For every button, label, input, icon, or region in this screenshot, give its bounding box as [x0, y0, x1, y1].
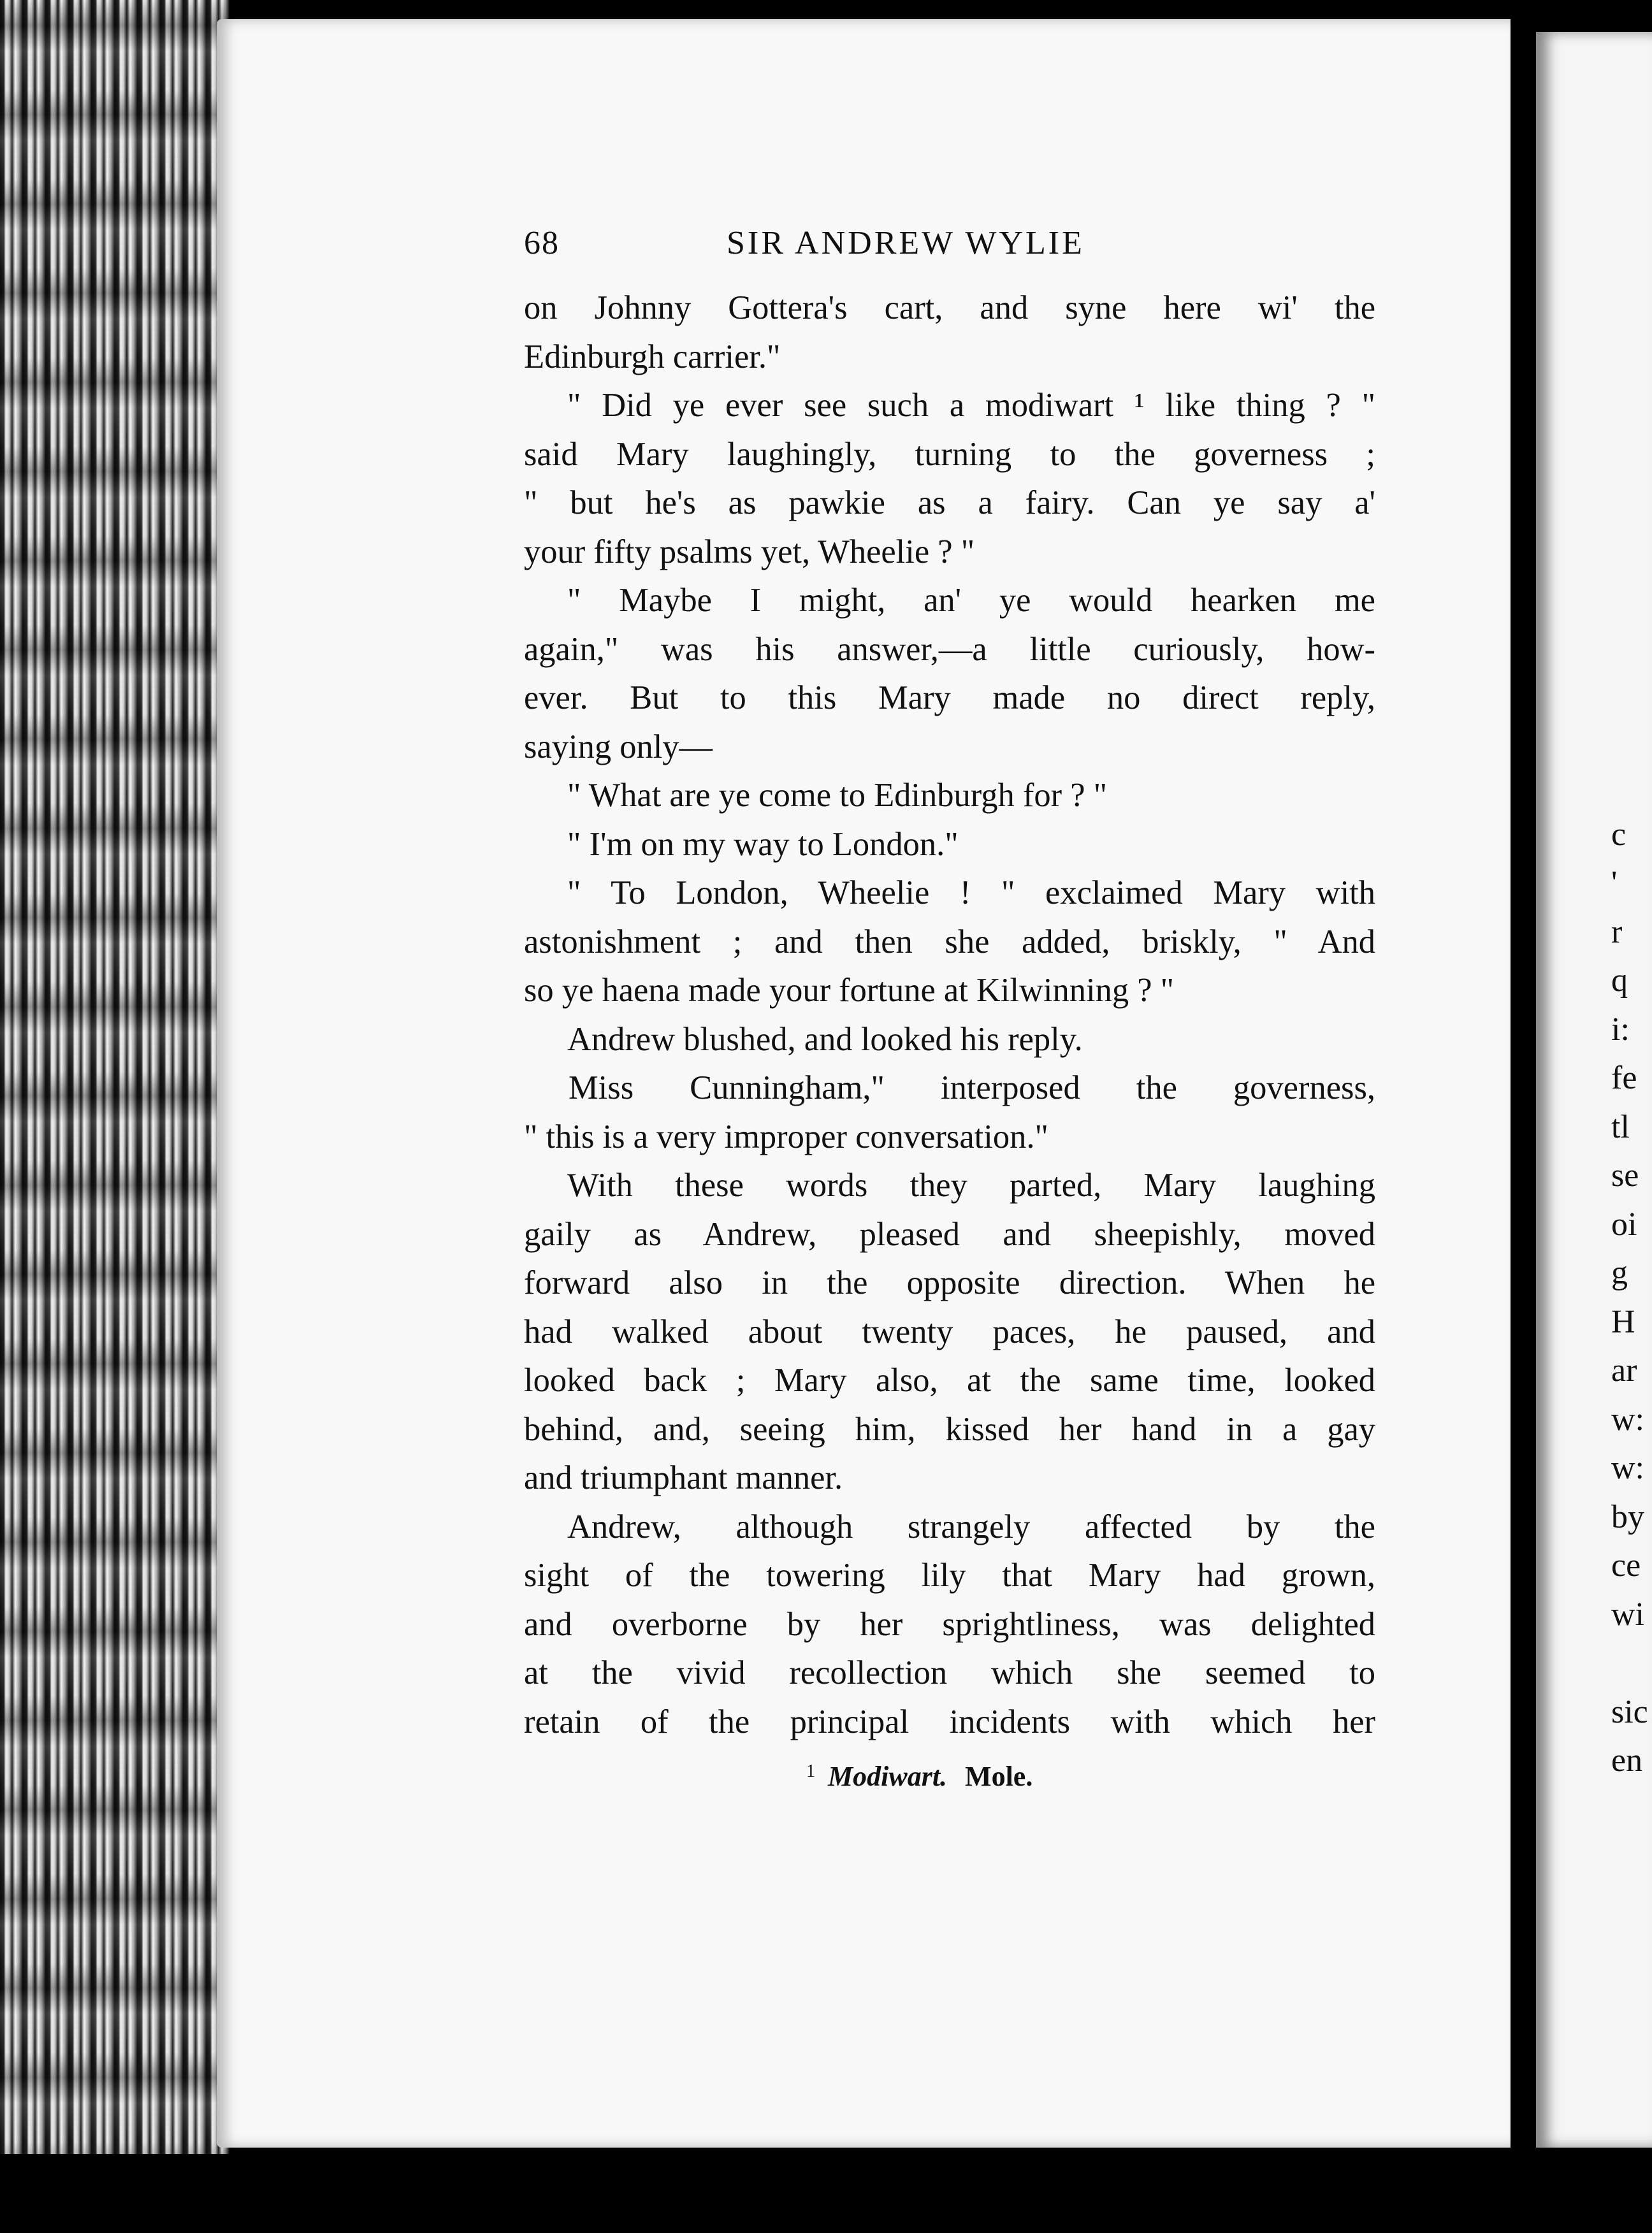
text-line: " but he's as pawkie as a fairy. Can ye say a' [524, 484, 1375, 521]
text-line: saying only— [524, 728, 713, 765]
facing-fragment: wi [1611, 1596, 1644, 1633]
footnote [806, 1760, 1252, 1793]
text-line: again," was his answer,—a little curiously, how- [524, 630, 1375, 668]
book-edge [0, 0, 229, 2233]
text-line: astonishment ; and then she added, briskly, " And [524, 923, 1375, 960]
text-line: " this is a very improper conversation." [524, 1118, 1048, 1155]
text-line: looked back ; Mary also, at the same time, looked [524, 1362, 1375, 1399]
facing-fragment: w: [1611, 1450, 1644, 1486]
facing-fragment: se [1611, 1157, 1639, 1194]
book-title: SIR ANDREW WYLIE [727, 225, 1085, 261]
text-line: ever. But to this Mary made no direct reply, [524, 679, 1375, 716]
text-line: Edinburgh carrier." [524, 338, 781, 375]
facing-fragment: by [1611, 1498, 1644, 1535]
text-line: gaily as Andrew, pleased and sheepishly, moved [524, 1215, 1375, 1253]
facing-fragment: r [1611, 913, 1623, 950]
facing-fragment: H [1611, 1303, 1635, 1340]
text-line: on Johnny Gottera's cart, and syne here wi' the [524, 289, 1375, 326]
text-line: " What are ye come to Edinburgh for ? " [567, 777, 1108, 814]
page-number: 68 [524, 225, 560, 261]
facing-fragment: tl [1611, 1108, 1630, 1145]
text-line: said Mary laughingly, turning to the governess ; [524, 435, 1375, 473]
facing-fragment: q [1611, 962, 1628, 999]
text-line: retain of the principal incidents with which her [524, 1703, 1375, 1740]
facing-fragment: g [1611, 1255, 1628, 1291]
text-line: and overborne by her sprightliness, was delighted [524, 1605, 1375, 1643]
text-line: Andrew blushed, and looked his reply. [567, 1020, 1083, 1058]
text-line: at the vivid recollection which she seemed to [524, 1654, 1375, 1691]
text-line: Miss Cunningham," interposed the governess, [569, 1069, 1375, 1106]
text-line: " To London, Wheelie ! " exclaimed Mary with [567, 874, 1375, 911]
running-head [524, 224, 1375, 269]
facing-fragment [1611, 1639, 1652, 1688]
text-line: and triumphant manner. [524, 1459, 843, 1496]
facing-fragment: oi [1611, 1206, 1637, 1243]
text-line: your fifty psalms yet, Wheelie ? " [524, 533, 975, 570]
text-line: forward also in the opposite direction. When he [524, 1264, 1375, 1301]
facing-fragment [1611, 762, 1652, 811]
facing-fragment: ce [1611, 1547, 1641, 1584]
facing-fragment: w: [1611, 1401, 1644, 1438]
facing-fragment: ' [1611, 865, 1618, 901]
footnote-term: Modiwart. [828, 1761, 948, 1792]
text-line: " Did ye ever see such a modiwart ¹ like thing ? " [567, 387, 1375, 424]
scan-background [0, 2154, 1652, 2233]
text-line: " Maybe I might, an' ye would hearken me [567, 582, 1375, 619]
facing-fragment: i: [1611, 1011, 1630, 1048]
text-line: With these words they parted, Mary laughing [567, 1167, 1375, 1204]
text-line: " I'm on my way to London." [567, 825, 959, 863]
footnote-definition: Mole. [965, 1761, 1033, 1792]
text-line: had walked about twenty paces, he paused, and [524, 1313, 1375, 1350]
text-line: sight of the towering lily that Mary had grown, [524, 1557, 1375, 1594]
text-line: so ye haena made your fortune at Kilwinning ? " [524, 972, 1175, 1009]
facing-fragment: en [1611, 1742, 1643, 1779]
facing-fragment: c [1611, 816, 1627, 853]
text-line: behind, and, seeing him, kissed her hand in a gay [524, 1410, 1375, 1448]
facing-page-text [1611, 762, 1652, 1786]
text-line: Andrew, although strangely affected by the [567, 1508, 1375, 1545]
facing-fragment: fe [1611, 1060, 1637, 1096]
facing-fragment: sic [1611, 1693, 1648, 1730]
facing-fragment: ar [1611, 1352, 1637, 1389]
body-text [524, 284, 1375, 1746]
footnote-marker: 1 [806, 1761, 815, 1781]
